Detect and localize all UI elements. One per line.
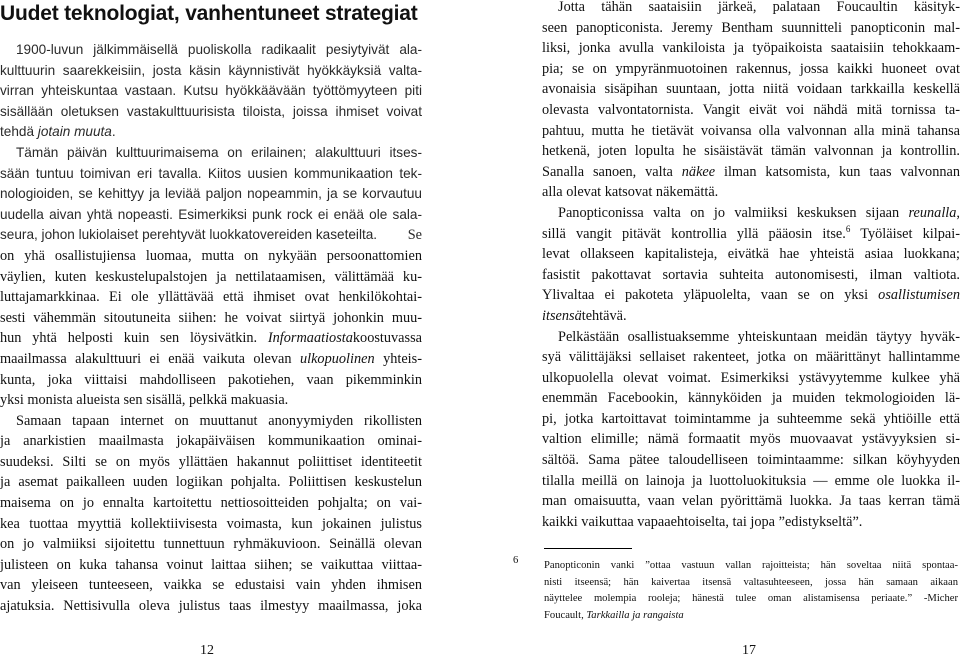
text-line: sisällään oletuksen vastakulttuurisista tiloista, joissa ihmiset voivat [0,103,422,119]
footnote-line: Foucault, Tarkkailla ja rangaista [544,609,684,621]
footnote [544,558,958,624]
text-line: pahtuu, mutta he tietävät voivansa olla valvonnan alla minä tahansa [542,122,960,139]
text-line: Pelkästään osallistuaksemme yhteiskuntaan meidän täytyy hyväk- [558,328,960,345]
text-line: Jotta tähän saataisiin järkeä, palataan Foucaultin käsityk- [558,0,960,15]
text-line: kaikki vaikuttaa vapaaehtoiselta, tai jopa ”edistykseltä”. [542,513,863,530]
text-line: ulkopuolella olevat voimat. Esimerkiksi ystävyytemme kulkee yhä [542,369,960,386]
text-line: ja asemat paikalleen uuden logiikan pohjalta. Poliittisen keskustelun [0,474,422,491]
text-line: sältöä. Sama pätee taloudelliseen toimintaamme: silkan köyhyyden [542,452,960,469]
text-line: kea tuottaa myyttiä kollektiivisesta voimasta, kun jokainen julistus [0,515,422,532]
right-page [542,0,960,532]
text-line: on yhä osallistujiensa luomaa, mutta on nykyään persoonattomien [0,247,422,264]
text-line: on jo valmiiksi sijoitettu tunnettuun ryhmäkuvioon. Seinällä olevan [0,536,422,553]
text-line: Samaan tapaan internet on muuttanut anonyymiyden rikollisten [16,412,422,429]
text-line: ja anarkistien maailmasta jokapäiväisen kommunikaation ominai- [0,433,422,450]
text-line: fasistit pakottavat sortavia suhteita autonomisesti, ilman valtiota. [542,266,960,283]
text-fragment: Työläiset kilpai- [850,225,960,242]
text-line: enemmän Facebookin, kännyköiden ja muiden tekmologioiden lä- [542,390,960,407]
footnote-line: nisti itseensä; hän kaivertaa itsensä valtasuhteeseen, jossa hän samaan aikaan [544,576,958,588]
footnote-marker: 6 [513,555,519,566]
text-line: kulttuurin saarekkeisiin, josta käsin käynnistivät hyökkäyksiä valta- [0,62,422,78]
text-fragment: Se [407,227,422,244]
text-line: nologioiden, se kehittyy ja leviää paljon nopeammin, ja se korvautuu [0,186,422,202]
text-line: luttajamarkkinaa. Ei ole yllättävää että ihmiset ovat henkilökohtai- [0,289,422,306]
text-line: sään tuntuu toimivan eri tavalla. Kiitos uusien kommunikaation tek- [0,165,422,181]
text-line: tehdä jotain muuta. [0,124,116,140]
text-line: uudella aivan yhtä nopeasti. Esimerkiksi punk rock ei enää ole sala- [0,206,422,222]
footnote-rule [544,548,632,549]
text-line: liksi, jonka avulla vankiloista ja työpaikoista saataisiin tehokkaam- [542,40,960,57]
text-line: maisema on jo ennalta kartoitettu nettiosoitteiden pohjalta; on vai- [0,495,422,512]
text-line: virran yhteiskuntaa vastaan. Kutsu hyökkäävään työttömyyteen piti [0,83,422,99]
footnote-line: Panopticonin vanki ”ottaa vastuun vallan rajoitteista; hän soveltaa niitä spontaa- [544,560,958,571]
text-line: pia; se on ympyränmuotoinen rakennus, jossa kaikki huoneet ovat [542,60,960,77]
page-number-left: 12 [200,643,214,658]
text-line: julisteen on kuka tahansa voinut laittaa siihen; se vaikuttaa viittaa- [0,556,422,573]
text-line: tilalla meillä on lainoja ja luottoluokituksia — emme ole luokka il- [542,472,960,489]
text-line: levat ollakseen kapitalisteja, eivätkä hae yhteistä asiaa luokkana; [542,246,960,263]
text-line: Panopticonissa valta on jo valmiiksi keskuksen sijaan reunalla, [558,204,960,221]
text-line: ajatuksia. Nettisivulla oleva julistus taas ilmestyy maailmassa, joka [0,598,422,615]
text-line: maailmassa alakulttuuri ei enää vaikuta olevan ulkopuolinen yhteis- [0,350,422,367]
text-line: 1900-luvun jälkimmäisellä puoliskolla radikaalit pesiytyivät ala- [16,42,422,57]
text-line: alla olevat katsovat näkemättä. [542,184,719,201]
text-line: itsensätehtävä. [542,307,627,324]
text-fragment: sillä vangit pitävät kontrollia yllä pääosin itse. [542,225,846,242]
text-line: valtion elimille; nämä formaatit myös muovaavat ystävyyksien si- [542,431,960,448]
text-line: Ylivaltaa ei pakoteta yläpuolelta, vaan se on yksi osallistumisen [542,287,960,304]
text-line: väylien, kuten keskustelupalstojen ja nettilataamisen, välittämää ku- [0,268,422,285]
text-line: olevasta valvontatornista. Vangit eivät voi nähdä mitä tornissa ta- [542,101,960,118]
text-line: Sanalla sanoen, valta näkee ilman katsomista, kun taas valvonnan [542,163,960,180]
text-line [0,225,422,246]
text-line: suudeksi. Silti se on myös yllättäen hakannut poliittiset identiteetit [0,453,422,470]
footnote-line: näyttelee molempia rooleja; hänestä tulee oman alistamisensa periaate.” -Micher [544,593,958,605]
text-line: man omaisuutta, vaan velan pyörittämä luokka. Ja taas kerran tämä [542,493,960,510]
text-line: sesti vähemmän sitoutuneita siihen: he voivat siirtyä johonkin muu- [0,309,422,326]
page-title: Uudet teknologiat, vanhentuneet strategiat [0,2,418,25]
left-page [0,0,422,617]
page-number-right: 17 [742,643,756,658]
body-text [0,246,422,617]
body-text [542,0,960,532]
intro-paragraph [0,40,422,246]
text-line: hun yhtä helposti kuin sen löysivätkin. Informaatiostakoostuvassa [0,330,422,347]
text-line: Tämän päivän kulttuurimaisema on erilainen; alakulttuuri itses- [16,144,422,160]
footnote-ref[interactable]: 6 [845,223,851,234]
text-line: yksi monista alueista sen sisällä, pelkkä makuasia. [0,392,289,409]
text-line: avonaisia sisäpihan suuntaan, jotta niitä voidaan tarkkailla keskellä [542,81,960,98]
text-line: pi, jotka kartoittavat toimintamme ja suhteemme sekä yhtiöille että [542,410,960,427]
text-line: syä välittäjäksi sellaiset rakenteet, jotka on määrittänyt hallintamme [542,349,960,366]
text-line: seen panopticonista. Jeremy Bentham suunnitteli panopticonin mal- [542,19,960,36]
text-line: van yleiseen tunteeseen, vaikka se edustaisi vain yhden ihmisen [0,577,422,594]
text-line [542,224,960,245]
text-line: hetkenä, joten lopulta he sisäistävät tämän valvonnan ja kontrollin. [542,143,960,160]
text-line: kunta, joka viittaisi mahdolliseen pakotiehen, vaan pikemminkin [0,371,422,388]
text-fragment: seura, johon lukiolaiset perehtyvät luokkatovereiden kaseteilta. [0,227,378,243]
